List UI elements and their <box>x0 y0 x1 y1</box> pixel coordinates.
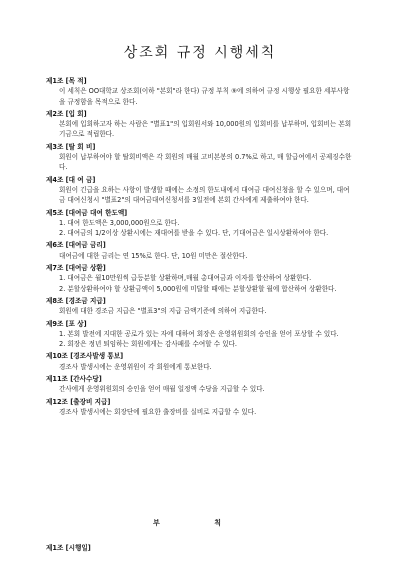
article <box>46 175 352 206</box>
article <box>46 319 352 350</box>
article-item: 2. 분할상환하여야 할 상환금액이 5,000원에 미달할 때에는 분할상환할 월에 합산하여 상환한다. <box>59 284 337 293</box>
article-body: 회원이 긴급을 요하는 사항이 발생할 때에는 소정의 한도내에서 대여금 대여신청을 할 수 있으며, 대여금 대여신청시 "별표2"의 대여금대여신청서를 3일전에 본회 간사에게 제출하여야 한다. <box>59 185 350 205</box>
article-heading: 제5조 [대여금 대여 한도액] <box>46 208 128 217</box>
article <box>46 351 352 372</box>
addenda-article-1: 제1조 [시행일] <box>46 544 91 552</box>
article-heading: 제1조 [목 적] <box>46 77 87 85</box>
article <box>46 142 352 173</box>
document-title: 상조회 규정 시행세칙 <box>123 45 277 61</box>
article <box>46 109 352 140</box>
article <box>46 397 352 418</box>
articles-container <box>46 76 352 419</box>
addenda-heading: 부 칙 <box>153 519 247 527</box>
article-heading: 제8조 [경조금 지급] <box>46 296 106 305</box>
article-item: 2. 대여금의 1/2이상 상환시에는 재대여를 받을 수 있다. 단, 기대여금은 일시상환하여야 한다. <box>59 229 329 238</box>
article-heading: 제7조 [대여금 상환] <box>46 264 106 273</box>
article <box>46 263 352 294</box>
article <box>46 76 352 107</box>
article-heading: 제2조 [입 회] <box>46 109 87 118</box>
article-heading: 제10조 [경조사발생 통보] <box>46 352 124 361</box>
article-body: 회원에 대한 경조금 지급은 "별표3"의 지급 금액기준에 의하여 지급한다. <box>59 307 267 316</box>
article-body: 이 세칙은 OO대학교 상조회(이하 "본회"라 한다) 규정 부칙 ⑨에 의하여 규정 시행상 필요한 세부사항을 규정함을 목적으로 한다. <box>59 87 350 106</box>
article <box>46 208 352 239</box>
article-body: 간사에게 운영위원회의 승인을 얻어 매월 일정액 수당을 지급할 수 있다. <box>59 385 265 394</box>
article-body: 본회에 입회하고자 하는 사람은 "별표1"의 입회원서와 10,000원의 입회비를 납부하며, 입회비는 본회 기금으로 적립한다. <box>59 120 352 139</box>
article-item: 1. 본회 발전에 지대한 공로가 있는 자에 대하여 회장은 운영위원회의 승인을 얻어 포상할 수 있다. <box>59 329 339 338</box>
article-body: 경조사 발생시에는 회장단에 필요한 출장비를 실비로 지급할 수 있다. <box>59 407 257 416</box>
article-item: 1. 대여금은 월10만원씩 급등분할 상환하며,매월 총대여금과 이자를 합산하여 상환한다. <box>59 274 312 283</box>
article <box>46 374 352 395</box>
article-heading: 제3조 [탈 회 비] <box>46 142 96 151</box>
article-heading: 제6조 [대여금 금리] <box>46 241 106 250</box>
article-heading: 제12조 [출장비 지급] <box>46 397 111 406</box>
article-body: 회원이 납부하여야 할 탈회비액은 각 회원의 매월 고비본봉의 0.7%로 하고, 매 할급여에서 공제징수한다. <box>59 153 352 172</box>
article-item: 1. 대여 한도액은 3,000,000원으로 한다. <box>59 218 180 227</box>
article <box>46 296 352 317</box>
article-heading: 제4조 [대 여 금] <box>46 175 96 184</box>
article <box>46 240 352 261</box>
article-heading: 제11조 [간사수당] <box>46 375 102 384</box>
article-body: 대여금에 대한 금리는 연 15%로 한다. 단, 10원 미만은 절산한다. <box>59 251 248 260</box>
article-heading: 제9조 [포 상] <box>46 319 87 328</box>
article-body: 경조사 발생시에는 운영위원이 각 회원에게 통보한다. <box>59 362 212 371</box>
article-item: 2. 회장은 정년 퇴임하는 회원에게는 감사패를 수여할 수 있다. <box>59 340 238 349</box>
